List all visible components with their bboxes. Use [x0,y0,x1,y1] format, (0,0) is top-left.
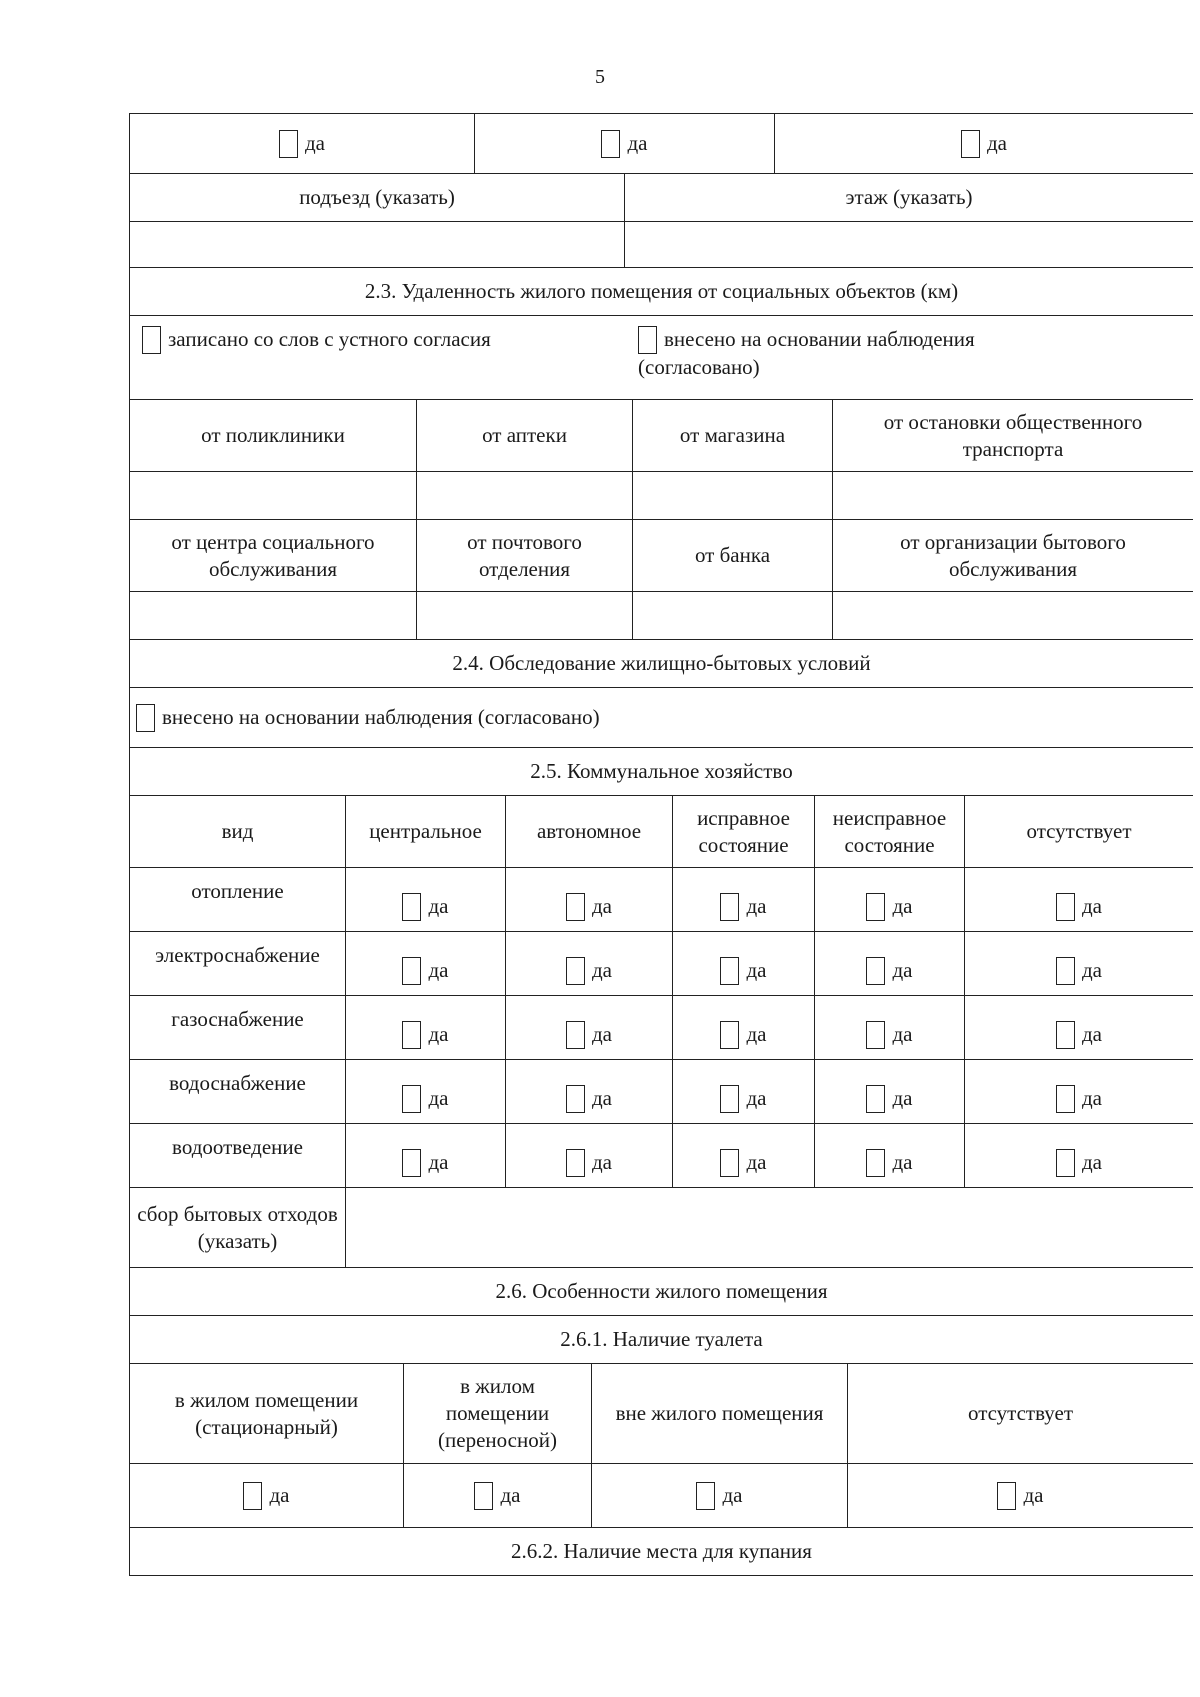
utility-cell [673,932,815,995]
observation-label: внесено на основании наблюдения (согласовано) [162,705,600,729]
yes-checkbox[interactable] [566,893,612,921]
checkbox-square[interactable] [696,1482,715,1510]
toilet-header: в жилом помещении (переносной) [404,1364,592,1463]
toilet-header: отсутствует [967,1401,1074,1425]
utility-cell [673,996,815,1059]
section-2-4-title: 2.4. Обследование жилищно-бытовых условий [452,651,871,675]
yes-checkbox[interactable] [866,1149,912,1177]
utility-cell [965,1060,1193,1123]
yes-checkbox[interactable] [566,1149,612,1177]
utility-cell [815,1124,965,1187]
section-2-4-title-row [130,639,1193,687]
yes-checkbox[interactable] [566,957,612,985]
utility-cell [346,1124,506,1187]
checkbox-square[interactable] [720,1149,739,1177]
distance-input[interactable] [417,592,633,639]
oral-consent-option[interactable] [142,326,638,354]
checkbox-square[interactable] [243,1482,262,1510]
checkbox-square[interactable] [1056,1021,1075,1049]
yes-label: да [746,894,767,918]
distance-input[interactable] [417,472,633,519]
checkbox-square[interactable] [866,1149,885,1177]
yes-checkbox[interactable] [866,957,912,985]
toilet-cell [592,1464,848,1527]
toilet-cell [130,1464,404,1527]
top-cell-1 [130,114,475,173]
utility-cell [815,1060,965,1123]
floor-input[interactable] [625,222,1193,267]
yes-label: да [428,1022,449,1046]
yes-label: да [746,1086,767,1110]
top-cell-2 [475,114,775,173]
section-2-5-title-row [130,747,1193,795]
section-2-3-options-row [130,315,1193,399]
checkbox-square[interactable] [1056,1149,1075,1177]
yes-label: да [722,1483,743,1507]
yes-checkbox[interactable] [866,1021,912,1049]
distance-input[interactable] [833,592,1193,639]
floor-label: этаж (указать) [845,185,973,209]
observation-option[interactable] [638,326,975,381]
utilities-header: центральное [346,796,506,867]
yes-label: да [892,958,913,982]
utility-cell [815,932,965,995]
utility-row [130,995,1193,1059]
yes-checkbox[interactable] [279,130,325,158]
yes-label: да [892,1086,913,1110]
yes-checkbox[interactable] [566,1021,612,1049]
yes-label: да [428,1086,449,1110]
toilet-cell [848,1464,1193,1527]
utility-cell [346,1060,506,1123]
yes-label: да [746,1022,767,1046]
yes-checkbox[interactable] [720,893,766,921]
toilet-title: 2.6.1. Наличие туалета [560,1327,763,1351]
section-2-4-option[interactable] [130,688,1193,747]
yes-checkbox[interactable] [720,1021,766,1049]
checkbox-square[interactable] [142,326,161,354]
yes-label: да [428,1150,449,1174]
yes-label: да [892,894,913,918]
yes-checkbox[interactable] [474,1482,520,1510]
utility-row [130,1123,1193,1187]
section-2-3-options [130,316,1193,399]
yes-label: да [500,1483,521,1507]
yes-checkbox[interactable] [720,1085,766,1113]
checkbox-square[interactable] [1056,957,1075,985]
waste-row [130,1187,1193,1267]
waste-input[interactable] [346,1188,1193,1267]
yes-checkbox[interactable] [402,1085,448,1113]
yes-checkbox[interactable] [997,1482,1043,1510]
entrance-input[interactable] [130,222,625,267]
checkbox-square[interactable] [866,957,885,985]
checkbox-square[interactable] [566,957,585,985]
yes-checkbox[interactable] [1056,893,1102,921]
utility-cell [506,868,673,931]
yes-label: да [591,958,612,982]
observation-label-2: (согласовано) [638,355,760,379]
utility-cell [965,868,1193,931]
checkbox-square[interactable] [279,130,298,158]
yes-label: да [986,131,1007,155]
utilities-header-row [130,795,1193,867]
utilities-header: исправное состояние [673,796,815,867]
yes-label: да [591,894,612,918]
top-cell-3 [775,114,1193,173]
distance-header: от почтового отделения [417,520,633,591]
waste-label: сбор бытовых отходов (указать) [130,1188,346,1267]
utility-name: отопление [130,868,346,931]
distance-input[interactable] [130,472,417,519]
yes-label: да [591,1022,612,1046]
yes-checkbox[interactable] [243,1482,289,1510]
utility-name: водоотведение [130,1124,346,1187]
utility-cell [965,996,1193,1059]
distance-input[interactable] [130,592,417,639]
distance-input[interactable] [633,472,833,519]
yes-label: да [304,131,325,155]
yes-label: да [269,1483,290,1507]
utility-name: газоснабжение [130,996,346,1059]
yes-label: да [428,958,449,982]
checkbox-square[interactable] [566,1021,585,1049]
utility-cell [346,996,506,1059]
checkbox-square[interactable] [601,130,620,158]
yes-label: да [892,1150,913,1174]
yes-label: да [1081,1086,1102,1110]
distance-header-row-1 [130,399,1193,471]
yes-label: да [428,894,449,918]
checkbox-square[interactable] [136,704,155,732]
yes-label: да [1081,1022,1102,1046]
utility-cell [506,1124,673,1187]
utility-cell [506,1060,673,1123]
section-2-3-title-row [130,267,1193,315]
yes-checkbox[interactable] [1056,957,1102,985]
yes-label: да [591,1086,612,1110]
yes-checkbox[interactable] [402,1021,448,1049]
utility-cell [346,932,506,995]
toilet-header-row [130,1363,1193,1463]
yes-checkbox[interactable] [696,1482,742,1510]
utilities-header: вид [130,796,346,867]
checkbox-square[interactable] [720,1085,739,1113]
yes-checkbox[interactable] [402,957,448,985]
checkbox-square[interactable] [997,1482,1016,1510]
utility-row [130,867,1193,931]
survey-form-table [129,113,1193,1576]
distance-input-row-1 [130,471,1193,519]
yes-label: да [892,1022,913,1046]
utility-cell [965,1124,1193,1187]
checkbox-square[interactable] [566,1149,585,1177]
yes-label: да [627,131,648,155]
section-2-6-title: 2.6. Особенности жилого помещения [495,1279,828,1303]
checkbox-square[interactable] [1056,893,1075,921]
page-number: 5 [595,66,605,88]
yes-checkbox[interactable] [720,957,766,985]
utilities-header: автономное [506,796,673,867]
yes-checkbox[interactable] [866,893,912,921]
utilities-header: отсутствует [1026,819,1132,843]
section-2-3-title: 2.3. Удаленность жилого помещения от социальных объектов (км) [364,279,959,303]
entrance-floor-header-row [130,173,1193,221]
yes-checkbox[interactable] [1056,1021,1102,1049]
yes-checkbox[interactable] [566,1085,612,1113]
distance-header: от аптеки [417,400,633,471]
checkbox-square[interactable] [866,893,885,921]
entrance-floor-input-row [130,221,1193,267]
checkbox-square[interactable] [866,1021,885,1049]
bath-title: 2.6.2. Наличие места для купания [511,1539,812,1563]
yes-checkbox[interactable] [601,130,647,158]
yes-checkbox[interactable] [1056,1149,1102,1177]
entrance-label: подъезд (указать) [130,174,625,221]
distance-input[interactable] [633,592,833,639]
distance-header: от остановки общественного транспорта [883,409,1143,461]
utility-cell [673,868,815,931]
section-2-6-title-row [130,1267,1193,1315]
checkbox-square[interactable] [720,893,739,921]
checkbox-square[interactable] [566,893,585,921]
bath-title-row [130,1527,1193,1575]
utility-cell [346,868,506,931]
utility-row [130,1059,1193,1123]
utility-cell [815,996,965,1059]
utility-cell [673,1124,815,1187]
checkbox-square[interactable] [474,1482,493,1510]
checkbox-square[interactable] [402,1149,421,1177]
checkbox-square[interactable] [720,1021,739,1049]
checkbox-square[interactable] [866,1085,885,1113]
distance-input[interactable] [833,472,1193,519]
yes-label: да [746,958,767,982]
utility-cell [815,868,965,931]
checkbox-square[interactable] [402,1021,421,1049]
toilet-cell [404,1464,592,1527]
distance-header: от поликлиники [130,400,417,471]
utility-cell [506,932,673,995]
utility-cell [965,932,1193,995]
checkbox-square[interactable] [720,957,739,985]
yes-label: да [1023,1483,1044,1507]
observation-label: внесено на основании наблюдения [664,327,975,351]
utility-cell [506,996,673,1059]
yes-checkbox[interactable] [1056,1085,1102,1113]
checkbox-square[interactable] [566,1085,585,1113]
section-2-5-title: 2.5. Коммунальное хозяйство [530,759,793,783]
toilet-header: в жилом помещении (стационарный) [130,1364,404,1463]
utility-name: электроснабжение [130,932,346,995]
yes-checkbox[interactable] [961,130,1007,158]
section-2-4-option-row [130,687,1193,747]
toilet-header: вне жилого помещения [592,1364,848,1463]
utility-row [130,931,1193,995]
utilities-header: неисправное состояние [815,796,965,867]
top-checkbox-row [130,113,1193,173]
yes-checkbox[interactable] [402,1149,448,1177]
distance-header: от банка [633,520,833,591]
yes-checkbox[interactable] [402,893,448,921]
yes-label: да [746,1150,767,1174]
distance-header: от магазина [633,400,833,471]
checkbox-square[interactable] [402,1085,421,1113]
yes-label: да [1081,1150,1102,1174]
toilet-title-row [130,1315,1193,1363]
checkbox-square[interactable] [638,326,657,354]
checkbox-square[interactable] [1056,1085,1075,1113]
checkbox-square[interactable] [961,130,980,158]
checkbox-square[interactable] [402,893,421,921]
distance-input-row-2 [130,591,1193,639]
yes-checkbox[interactable] [720,1149,766,1177]
distance-header: от центра социального обслуживания [130,520,417,591]
toilet-checkbox-row [130,1463,1193,1527]
yes-label: да [591,1150,612,1174]
yes-checkbox[interactable] [866,1085,912,1113]
utility-name: водоснабжение [130,1060,346,1123]
distance-header: от организации бытового обслуживания [900,529,1126,581]
yes-label: да [1081,958,1102,982]
yes-label: да [1081,894,1102,918]
checkbox-square[interactable] [402,957,421,985]
distance-header-row-2 [130,519,1193,591]
utility-cell [673,1060,815,1123]
oral-consent-label: записано со слов с устного согласия [168,327,491,351]
utilities-rows [130,867,1193,1187]
